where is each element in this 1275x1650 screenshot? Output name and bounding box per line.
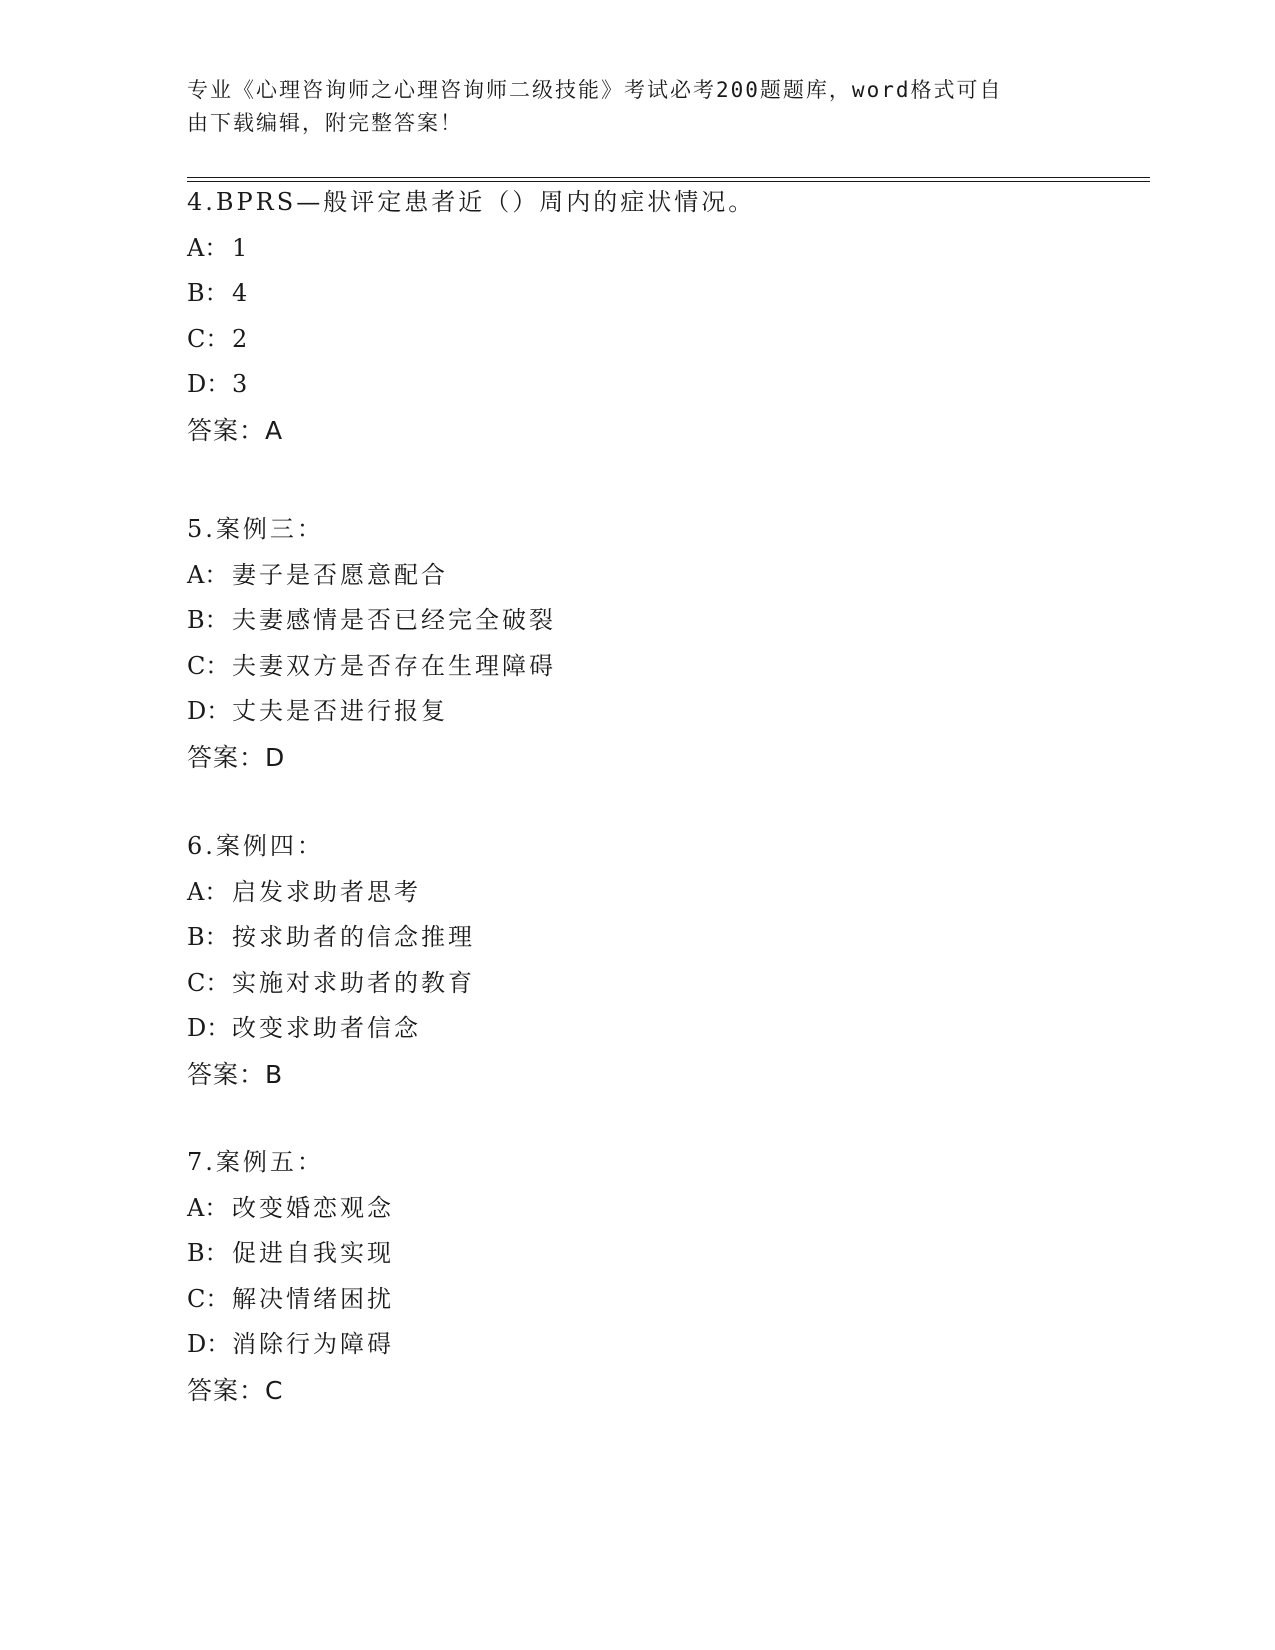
option-key: A：: [187, 560, 229, 589]
option-c: [187, 961, 1087, 1007]
header-line-1: 专业《心理咨询师之心理咨询师二级技能》考试必考200题题库，word格式可自: [187, 78, 1003, 102]
option-key: A：: [187, 1193, 229, 1222]
answer-line: 答案：B: [187, 1059, 284, 1089]
option-key: C：: [187, 324, 230, 353]
option-d: [187, 1006, 1087, 1052]
option-text: 2: [232, 324, 251, 353]
question-block-5: [187, 507, 1087, 780]
option-key: B：: [187, 923, 229, 951]
option-key: D：: [187, 370, 231, 398]
question-stem: 4.BPRS—般评定患者近（）周内的症状情况。: [187, 188, 756, 216]
header-line-2: 由下载编辑，附完整答案！: [187, 111, 463, 135]
option-key: D：: [187, 697, 231, 725]
option-key: C：: [187, 1284, 230, 1313]
option-key: D：: [187, 1014, 231, 1042]
option-a: [187, 1186, 1087, 1232]
option-b: [187, 915, 1087, 961]
question-block-7: [187, 1140, 1087, 1413]
option-d: [187, 1322, 1087, 1368]
option-key: D：: [187, 1330, 231, 1358]
option-a: [187, 553, 1087, 599]
question-stem: 7.案例五：: [187, 1148, 324, 1176]
answer-line: 答案：D: [187, 742, 286, 772]
option-text: 妻子是否愿意配合: [232, 560, 448, 589]
option-text: 3: [232, 370, 251, 398]
option-text: 1: [232, 233, 251, 262]
question-stem: 6.案例四：: [187, 832, 324, 860]
option-text: 改变婚恋观念: [232, 1193, 394, 1222]
option-a: [187, 870, 1087, 916]
option-key: B：: [187, 606, 229, 634]
question-block-6: [187, 824, 1087, 1097]
option-b: [187, 1231, 1087, 1277]
option-d: [187, 689, 1087, 735]
option-c: [187, 1277, 1087, 1323]
option-c: [187, 317, 1087, 363]
option-text: 启发求助者思考: [232, 877, 421, 906]
option-text: 夫妻感情是否已经完全破裂: [232, 606, 556, 634]
option-text: 丈夫是否进行报复: [232, 697, 448, 725]
option-key: C：: [187, 651, 230, 680]
option-d: [187, 362, 1087, 408]
option-text: 改变求助者信念: [232, 1014, 421, 1042]
answer-line: 答案：A: [187, 415, 284, 445]
option-key: A：: [187, 877, 229, 906]
option-text: 消除行为障碍: [232, 1330, 394, 1358]
option-key: B：: [187, 279, 229, 307]
option-text: 夫妻双方是否存在生理障碍: [232, 651, 556, 680]
option-text: 4: [232, 279, 251, 307]
option-key: C：: [187, 968, 230, 997]
option-a: [187, 226, 1087, 272]
option-key: A：: [187, 233, 229, 262]
option-text: 实施对求助者的教育: [232, 968, 475, 997]
question-block-4: [187, 180, 1087, 453]
question-stem: 5.案例三：: [187, 515, 324, 543]
option-text: 促进自我实现: [232, 1239, 394, 1267]
answer-line: 答案：C: [187, 1375, 284, 1405]
option-b: [187, 598, 1087, 644]
document-header: [187, 74, 1067, 140]
option-c: [187, 644, 1087, 690]
option-b: [187, 271, 1087, 317]
option-text: 解决情绪困扰: [232, 1284, 394, 1313]
option-text: 按求助者的信念推理: [232, 923, 475, 951]
option-key: B：: [187, 1239, 229, 1267]
header-divider-top: [187, 177, 1150, 178]
